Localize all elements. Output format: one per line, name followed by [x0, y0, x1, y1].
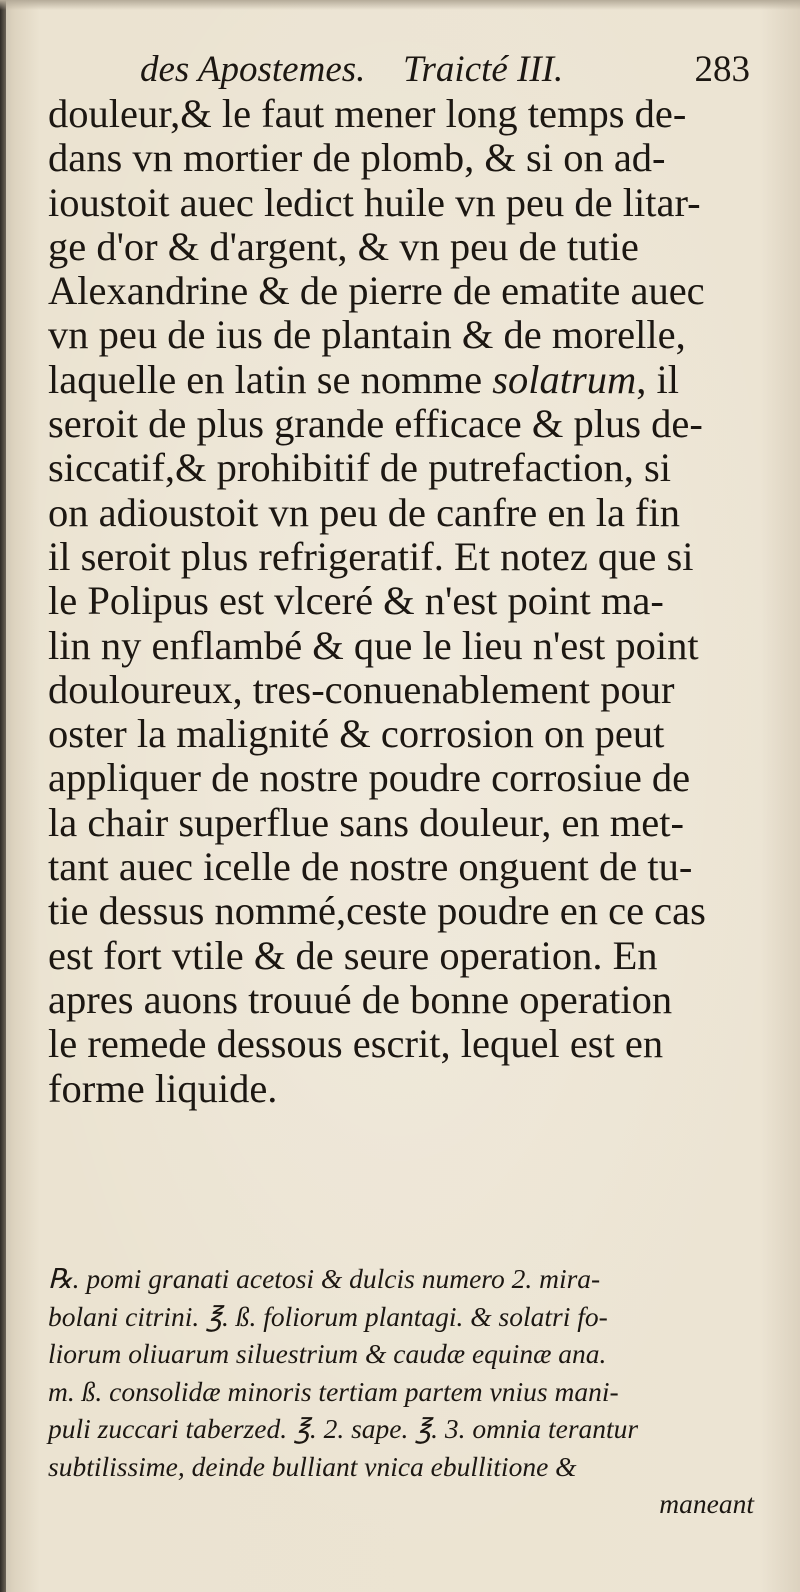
- text-line: Alexandrine & de pierre de ematite auec: [48, 268, 705, 314]
- treatise-label: Traicté III.: [403, 49, 564, 90]
- text-line: seroit de plus grande efficace & plus de-: [48, 401, 703, 447]
- text-line: oster la malignité & corrosion on peut: [48, 711, 665, 757]
- text-line: douloureux, tres-conuenablement pour: [48, 666, 675, 712]
- running-title: des Apostemes.: [140, 49, 366, 90]
- text-line: le remede dessous escrit, lequel est en: [48, 1021, 664, 1067]
- text-line: appliquer de nostre poudre corrosiue de: [48, 755, 691, 801]
- text-line: forme liquide.: [48, 1065, 278, 1111]
- text-line: tant auec icelle de nostre onguent de tu-: [48, 844, 693, 890]
- text-line: apres auons trouué de bonne operation: [48, 976, 673, 1022]
- text-line: on adioustoit vn peu de canfre en la fin: [48, 489, 681, 535]
- page-top-edge: [0, 0, 800, 10]
- text-line: [48, 358, 768, 402]
- text-line: est fort vtile & de seure operation. En: [48, 932, 658, 978]
- recipe-line: bolani citrini. ℥. ß. foliorum plantagi. & solatri fo-: [48, 1300, 608, 1332]
- page-spine-shadow: [0, 0, 6, 1592]
- text-line: lin ny enflambé & que le lieu n'est point: [48, 622, 699, 668]
- recipe-line: m. ß. consolidæ minoris tertiam partem vnius mani-: [48, 1375, 619, 1407]
- text-line: il seroit plus refrigeratif. Et notez que si: [48, 533, 694, 579]
- text-segment: laquelle en latin se nomme: [48, 356, 493, 402]
- recipe-line: subtilissime, deinde bulliant vnica ebullitione &: [48, 1450, 577, 1482]
- text-line: le Polipus est vlceré & n'est point ma-: [48, 578, 664, 624]
- text-line: ioustoit auec ledict huile vn peu de litar-: [48, 179, 701, 225]
- text-line: la chair superflue sans douleur, en met-: [48, 799, 685, 845]
- text-line: vn peu de ius de plantain & de morelle,: [48, 312, 686, 358]
- text-line: tie dessus nommé,ceste poudre en ce cas: [48, 888, 706, 934]
- text-line: dans vn mortier de plomb, & si on ad-: [48, 135, 666, 181]
- body-text: [48, 92, 768, 1111]
- latin-recipe: [48, 1260, 754, 1523]
- recipe-line: ℞. pomi granati acetosi & dulcis numero 2. mira-: [48, 1263, 601, 1294]
- page-number: 283: [694, 49, 750, 90]
- catchword: maneant: [659, 1488, 754, 1519]
- latin-term: solatrum: [492, 356, 637, 402]
- recipe-line: liorum oliuarum siluestrium & caudæ equinæ ana.: [48, 1338, 607, 1369]
- text-line: ge d'or & d'argent, & vn peu de tutie: [48, 223, 639, 269]
- recipe-line: puli zuccari taberzed. ℥. 2. sape. ℥. 3. omnia terantur: [48, 1413, 639, 1444]
- text-segment: , il: [636, 356, 680, 402]
- text-line: siccatif,& prohibitif de putrefaction, si: [48, 445, 672, 491]
- text-line: douleur,& le faut mener long temps de-: [48, 91, 687, 136]
